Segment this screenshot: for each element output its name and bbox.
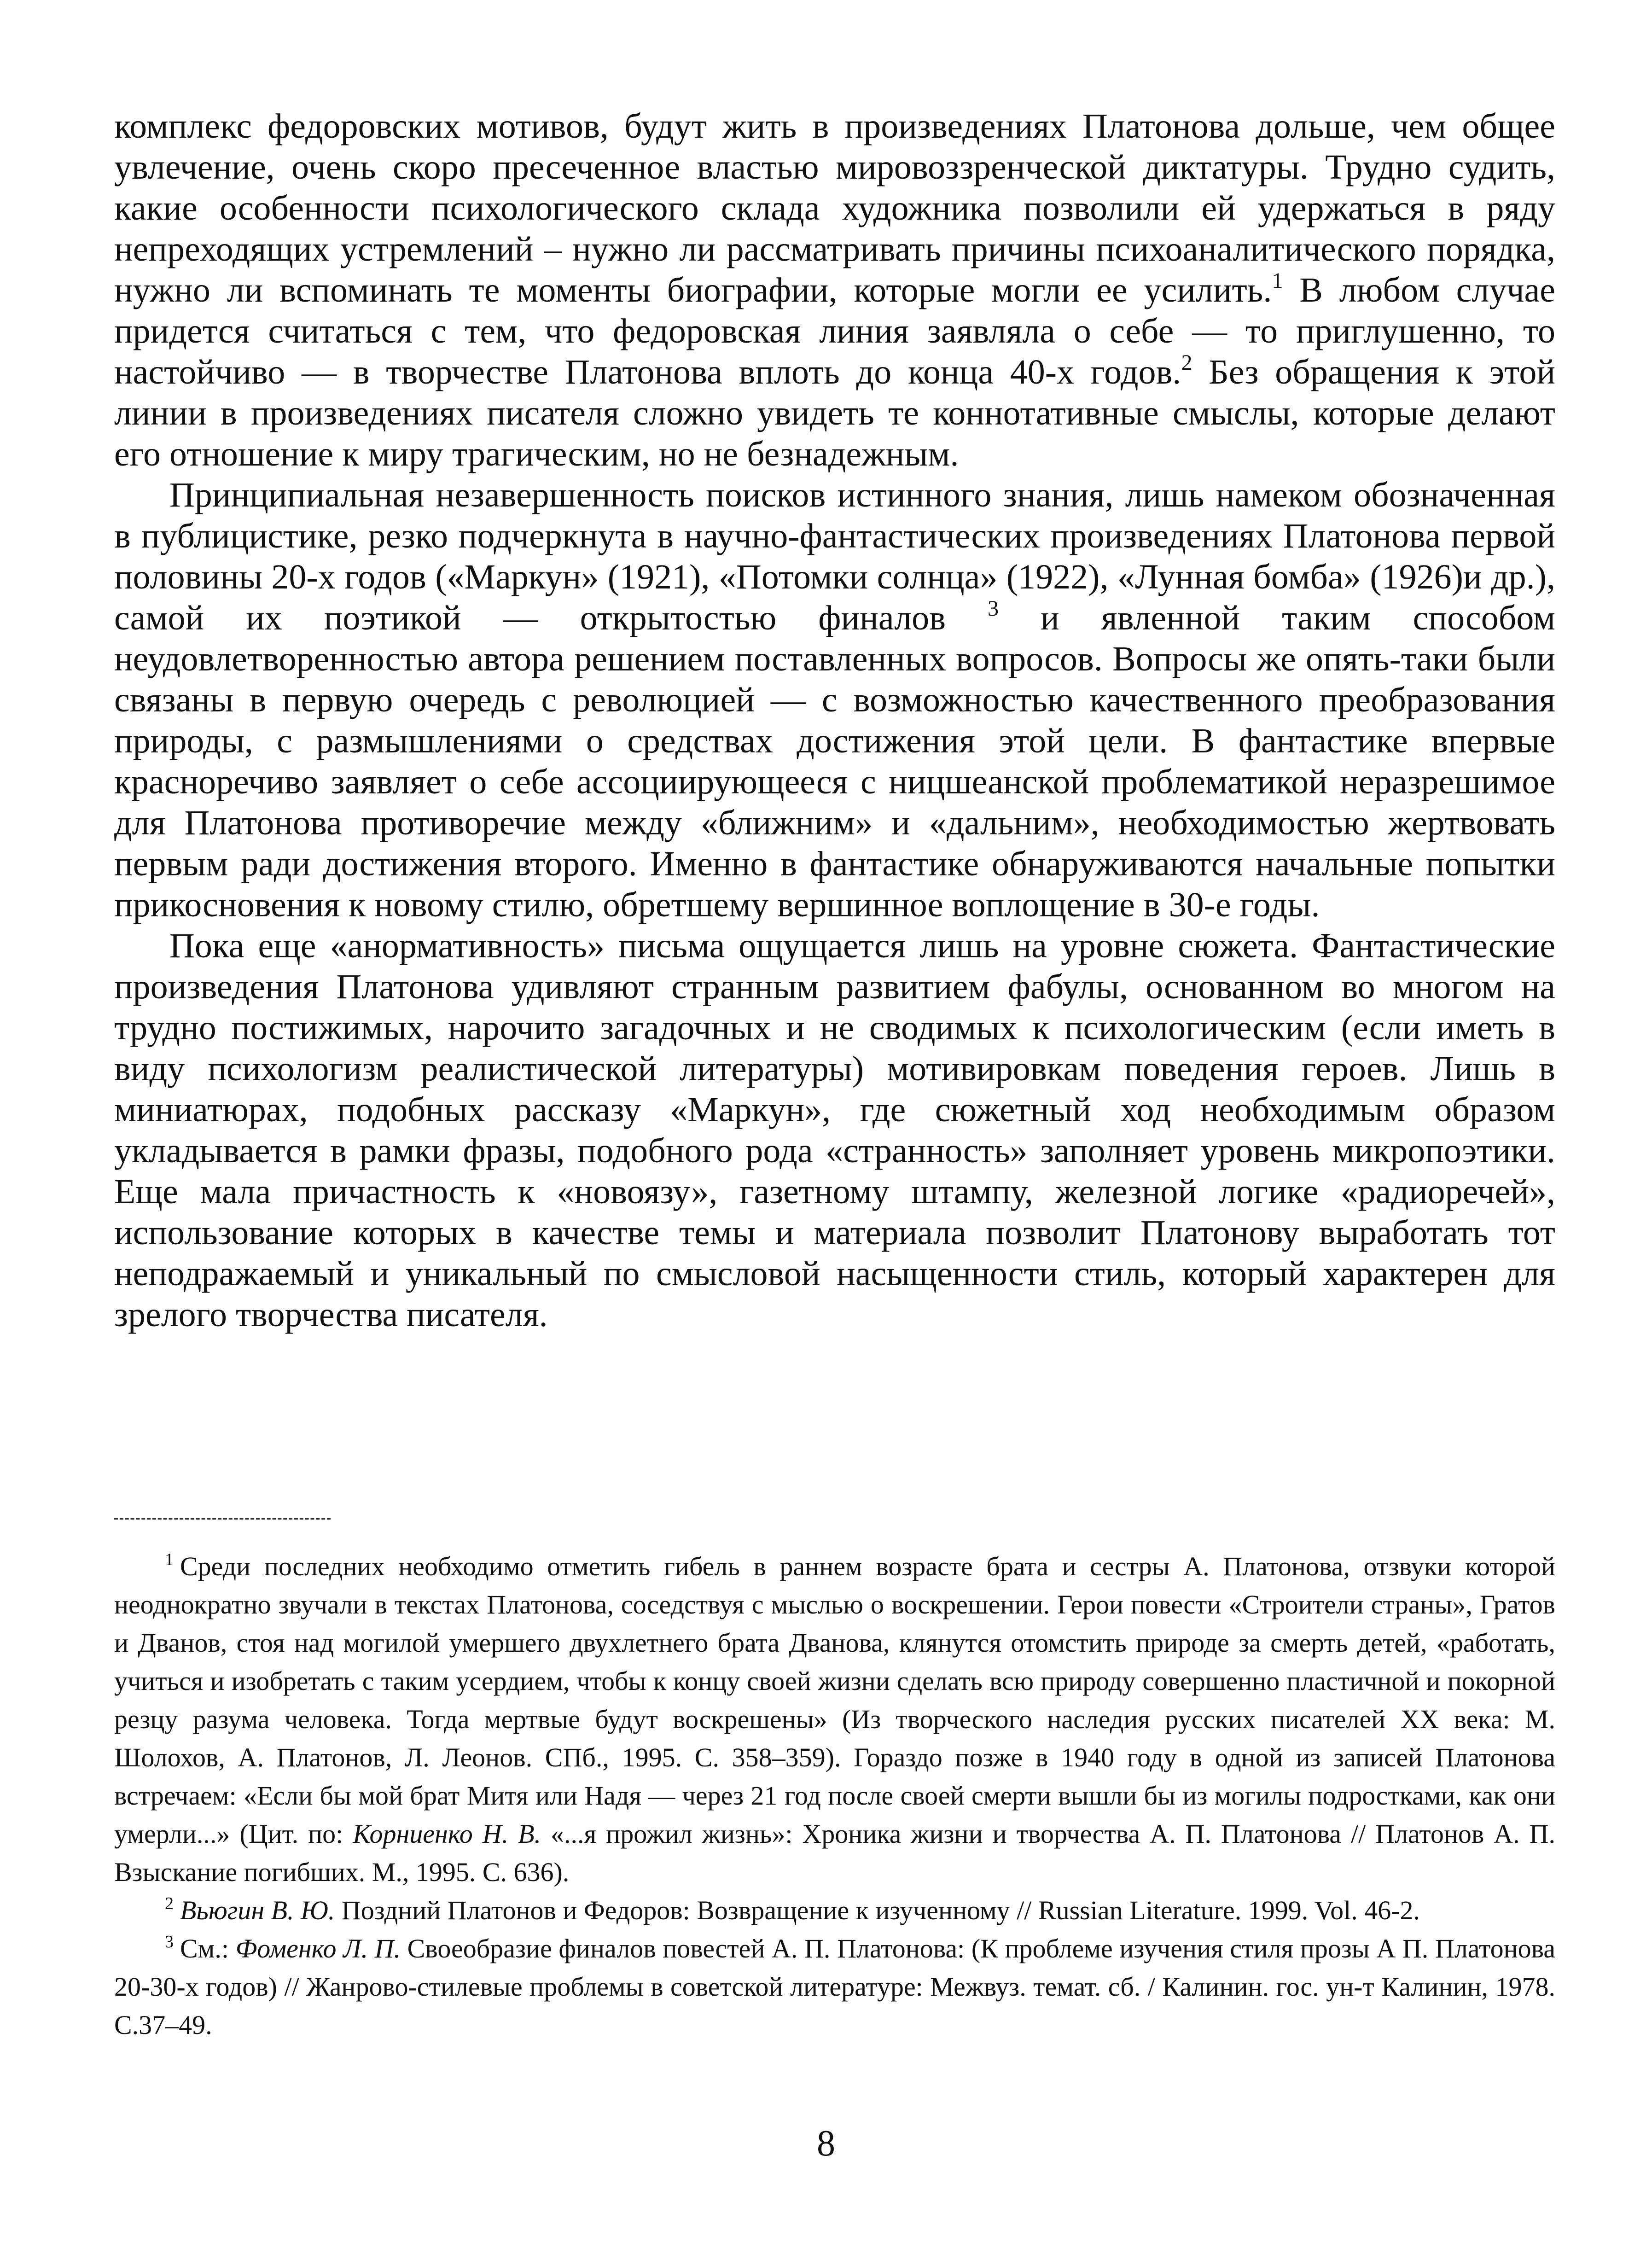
footnote-number: 2 xyxy=(165,1894,174,1913)
footnote-number: 3 xyxy=(165,1932,174,1951)
footnote-separator xyxy=(114,1518,331,1520)
footnote: $^2$ Вьюгин В. Ю. Поздний Платонов и Федоров: Возвращение к изученному // Russian Literature. 1999. Vol. 46-2. xyxy=(165,1894,1420,1925)
page-number: 8 xyxy=(817,2123,835,2164)
footnote-number: 1 xyxy=(165,1550,174,1569)
footnote-ref: 3 xyxy=(988,596,999,621)
footnote-ref: 2 xyxy=(1181,350,1192,375)
footnote: $^3$ См.: Фоменко Л. П. Своеобразие финалов повестей А. П. Платонова: (К проблеме изучения стиля прозы А П. Платонова 20-30-х годов) // Жанрово-стилевые проблемы в советской литературе: Межвуз. темат. сб. / Калинин. гос. ун-т Калинин, 1978. С.37–49. xyxy=(114,1932,1555,2040)
paragraph: Принципиальная незавершенность поисков истинного знания, лишь намеком обозначенная в публицистике, резко подчеркнута в научно-фантастических произведениях Платонова первой половины 20-х годов («Маркун» (1921), «Потомки солнца» (1922), «Лунная бомба» (1926)и др.), самой их поэтикой — открытостью финалов $^3$ и явленной таким способом неудовлетворенностью автора решением поставленных вопросов. Вопросы же опять-таки были связаны в первую очередь с революцией — с возможностью качественного преобразования природы, с размышлениями о средствах достижения этой цели. В фантастике впервые красноречиво заявляет о себе ассоциирующееся с ницшеанской проблематикой неразрешимое для Платонова противоречие между «ближним» и «дальним», необходимостью жертвовать первым ради достижения второго. Именно в фантастике обнаруживаются начальные попытки прикосновения к новому стилю, обретшему вершинное воплощение в 30-е годы. xyxy=(114,476,1556,924)
paragraph: комплекс федоровских мотивов, будут жить в произведениях Платонова дольше, чем общее увлечение, очень скоро пресеченное властью мировоззренческой диктатуры. Трудно судить, какие особенности психологического склада художника позволили ей удержаться в ряду непреходящих устремлений – нужно ли рассматривать причины психоаналитического порядка, нужно ли вспоминать те моменты биографии, которые могли ее усилить.$^1$ В любом случае придется считаться с тем, что федоровская линия заявляла о себе — то приглушенно, то настойчиво — в творчестве Платонова вплоть до конца 40-х годов.$^2$ Без обращения к этой линии в произведениях писателя сложно увидеть те коннотативные смыслы, которые делают его отношение к миру трагическим, но не безнадежным. xyxy=(114,107,1555,473)
footnotes xyxy=(114,1547,1555,2044)
footnote-ref: 1 xyxy=(1272,268,1283,293)
footnote: $^1$ Среди последних необходимо отметить гибель в раннем возрасте брата и сестры А. Платонова, отзвуки которой неоднократно звучали в текстах Платонова, соседствуя с мыслью о воскрешении. Герои повести «Строители страны», Гратов и Дванов, стоя над могилой умершего двухлетнего брата Дванова, клянутся отомстить природе за смерть детей, «работать, учиться и изобретать с таким усердием, чтобы к концу своей жизни сделать всю природу совершенно пластичной и покорной резцу разума человека. Тогда мертвые будут воскрешены» (Из творческого наследия русских писателей XX века: М. Шолохов, А. Платонов, Л. Леонов. СПб., 1995. С. 358–359). Гораздо позже в 1940 году в одной из записей Платонова встречаем: «Если бы мой брат Митя или Надя — через 21 год после своей смерти вышли бы из могилы подростками, как они умерли...» (Цит. по: Корниенко Н. В. «...я прожил жизнь»: Хроника жизни и творчества А. П. Платонова // Платонов А. П. Взыскание погибших. М., 1995. С. 636). xyxy=(114,1550,1555,1887)
body-text xyxy=(114,106,1555,1335)
paragraph: Пока еще «анормативность» письма ощущается лишь на уровне сюжета. Фантастические произведения Платонова удивляют странным развитием фабулы, основанном во многом на трудно постижимых, нарочито загадочных и не сводимых к психологическим (если иметь в виду психологизм реалистической литературы) мотивировкам поведения героев. Лишь в миниатюрах, подобных рассказу «Маркун», где сюжетный ход необходимым образом укладывается в рамки фразы, подобного рода «странность» заполняет уровень микропоэтики. Еще мала причастность к «новоязу», газетному штампу, железной логике «радиоречей», использование которых в качестве темы и материала позволит Платонову выработать тот неподражаемый и уникальный по смысловой насыщенности стиль, который характерен для зрелого творчества писателя. xyxy=(114,926,1555,1334)
